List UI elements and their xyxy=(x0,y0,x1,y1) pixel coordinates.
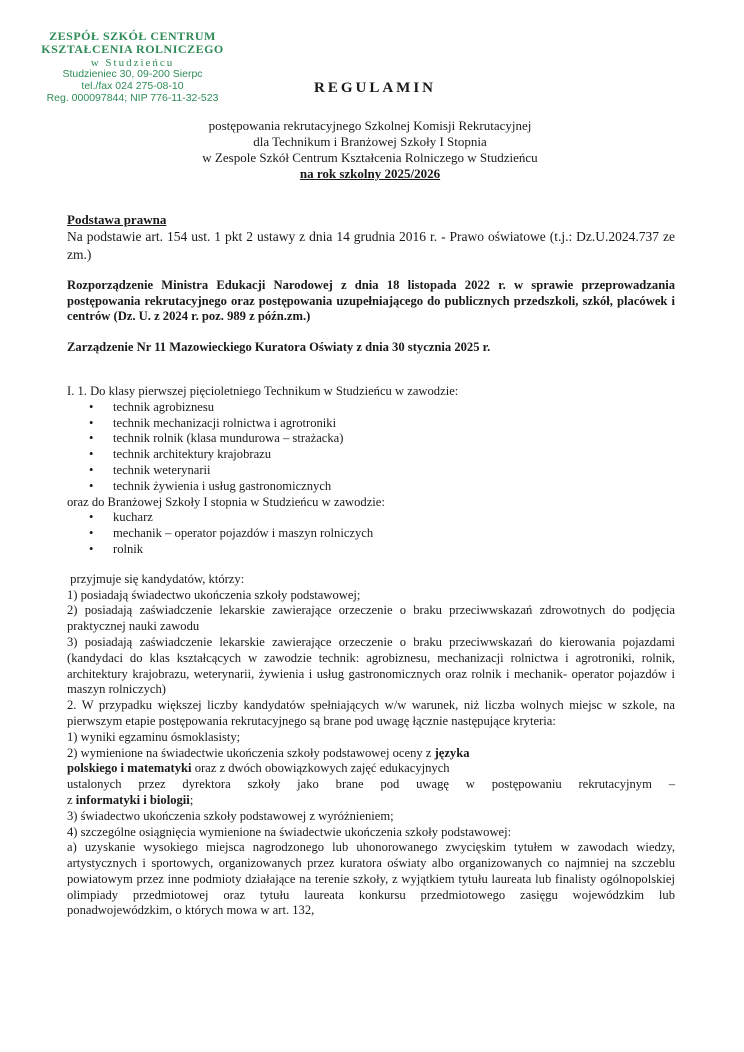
subtitle-line: w Zespole Szkół Centrum Kształcenia Rolniczego w Studzieńcu xyxy=(202,150,538,165)
list-item: • mechanik – operator pojazdów i maszyn rolniczych xyxy=(89,526,675,542)
criterion-subitem: a) uzyskanie wysokiego miejsca nagrodzonego lub uhonorowanego zwycięskim tytułem w zawodach wiedzy, artystycznych i sportowych, organizowanych przez kuratora oświaty albo organizowanych co najmniej na szczeblu powiatowym przez inne podmioty działające na terenie szkoły, z wyjątkiem tytułu laureata lub finalisty ogólnopolskiej olimpiady przedmiotowej oraz tytułu laureata konkursu przedmiotowego zasięgu wojewódzkim lub ponadwojewódzkim, o których mowa w art. 132, xyxy=(67,840,675,918)
document-title: REGULAMIN xyxy=(314,80,437,96)
condition-item: 2) posiadają zaświadczenie lekarskie zawierające orzeczenie o braku przeciwwskazań zdrowotnych do podjęcia praktycznej nauki zawodu xyxy=(67,603,675,634)
stamp-line: w Studzieńcu xyxy=(90,56,175,69)
technikum-list xyxy=(67,400,675,495)
subtitle-line: postępowania rekrutacyjnego Szkolnej Komisji Rekrutacyjnej xyxy=(208,118,532,133)
legal-basis-heading: Podstawa prawna xyxy=(67,212,167,227)
criterion-text: oraz z dwóch obowiązkowych zajęć edukacyjnych xyxy=(191,761,450,776)
school-stamp xyxy=(0,30,265,104)
criterion-item xyxy=(67,793,675,809)
criterion-text: z xyxy=(67,792,76,807)
list-item: • kucharz xyxy=(89,510,675,526)
branzowa-intro: oraz do Branżowej Szkoły I stopnia w Studzieńcu w zawodzie: xyxy=(67,494,385,509)
stamp-line: ZESPÓŁ SZKÓŁ CENTRUM xyxy=(49,29,216,43)
criterion-item: 4) szczególne osiągnięcia wymienione na świadectwie ukończenia szkoły podstawowej: xyxy=(67,824,512,839)
criterion-item xyxy=(67,746,675,762)
document-body xyxy=(67,212,675,919)
regulation-reference: Rozporządzenie Ministra Edukacji Narodowej z dnia 18 listopada 2022 r. w sprawie przeprowadzania postępowania rekrutacyjnego oraz postępowania uzupełniającego do publicznych przedszkoli, szkół, placówek i centrów (Dz. U. z 2024 r. poz. 989 z późn.zm.) xyxy=(67,277,675,324)
criterion-item: ustalonych przez dyrektora szkoły jako brane pod uwagę w postępowaniu rekrutacyjnym – xyxy=(67,777,675,792)
list-item: • technik weterynarii xyxy=(89,463,675,479)
list-item: • technik agrobiznesu xyxy=(89,400,675,416)
order-reference: Zarządzenie Nr 11 Mazowieckiego Kuratora Oświaty z dnia 30 stycznia 2025 r. xyxy=(67,340,491,355)
criterion-item: 1) wyniki egzaminu ósmoklasisty; xyxy=(67,729,241,744)
legal-basis-text: Na podstawie art. 154 ust. 1 pkt 2 ustawy z dnia 14 grudnia 2016 r. - Prawo oświatowe (t.j.: Dz.U.2024.737 ze zm.) xyxy=(67,228,675,262)
criterion-bold: informatyki i biologii xyxy=(75,792,190,807)
section-intro: I. 1. Do klasy pierwszej pięcioletniego Technikum w Studzieńcu w zawodzie: xyxy=(67,383,459,398)
document-subtitle xyxy=(160,118,580,182)
accept-intro: przyjmuje się kandydatów, którzy: xyxy=(67,571,245,586)
branzowa-list xyxy=(67,510,675,557)
condition-item: 3) posiadają zaświadczenie lekarskie zawierające orzeczenie o braku przeciwwskazań do kierowania pojazdami (kandydaci do klas kształcących w zawodzie technik: agrobiznesu, mechanizacji rolnictwa i agrotroniki, rolnik, architektury krajobrazu, weterynarii, żywienia i usług gastronomicznych oraz rolnik i mechanik- operator pojazdów i maszyn rolniczych) xyxy=(67,634,675,697)
list-item: • rolnik xyxy=(89,542,675,558)
stamp-line: KSZTAŁCENIA ROLNICZEGO xyxy=(41,42,224,57)
stamp-line: tel./fax 024 275-08-10 xyxy=(81,79,184,92)
school-year: na rok szkolny 2025/2026 xyxy=(299,166,441,181)
criterion-text: ; xyxy=(189,792,194,807)
criterion-item xyxy=(67,761,675,777)
stamp-line: Studzieniec 30, 09-200 Sierpc xyxy=(62,68,203,81)
list-item: • technik żywienia i usług gastronomicznych xyxy=(89,479,675,495)
list-item: • technik rolnik (klasa mundurowa – strażacka) xyxy=(89,431,675,447)
criterion-bold: polskiego i matematyki xyxy=(67,761,192,776)
condition-item: 1) posiadają świadectwo ukończenia szkoły podstawowej; xyxy=(67,587,361,602)
criterion-bold: języka xyxy=(434,745,470,760)
stamp-line: Reg. 000097844; NIP 776-11-32-523 xyxy=(46,91,219,104)
criterion-text: 2) wymienione na świadectwie ukończenia szkoły podstawowej oceny z xyxy=(67,745,435,760)
list-item: • technik architektury krajobrazu xyxy=(89,447,675,463)
list-item: • technik mechanizacji rolnictwa i agrotroniki xyxy=(89,416,675,432)
criteria-intro: 2. W przypadku większej liczby kandydatów spełniających w/w warunek, niż liczba wolnych miejsc w szkole, na pierwszym etapie postępowania rekrutacyjnego są brane pod uwagę łącznie następujące kryteria: xyxy=(67,698,675,728)
subtitle-line: dla Technikum i Branżowej Szkoły I Stopnia xyxy=(253,134,487,149)
criterion-item: 3) świadectwo ukończenia szkoły podstawowej z wyróżnieniem; xyxy=(67,808,394,823)
